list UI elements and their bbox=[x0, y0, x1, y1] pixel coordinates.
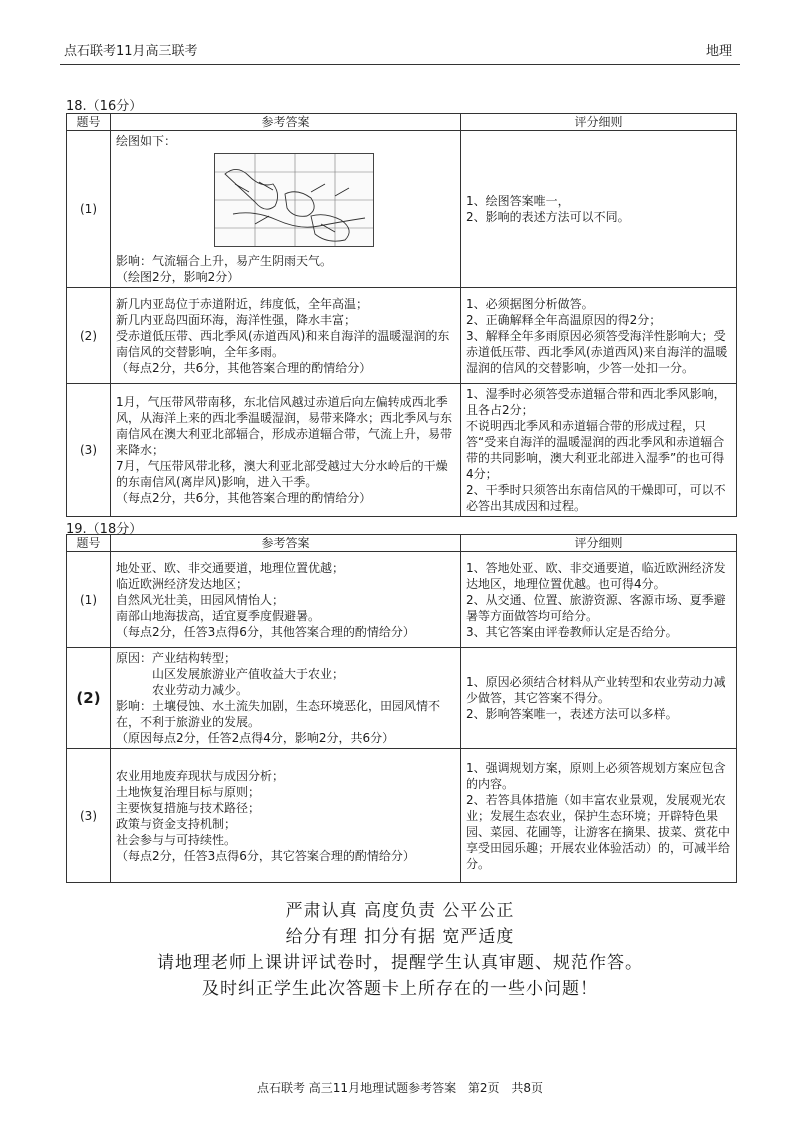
header-divider bbox=[60, 64, 740, 65]
q19-header-row bbox=[67, 535, 737, 552]
col-header-num: 题号 bbox=[67, 114, 111, 131]
q19-row-1-answer: 地处亚、欧、非交通要道，地理位置优越； 临近欧洲经济发达地区； 自然风光壮美，田园风情怡人； 南部山地海拔高，适宜夏季度假避暑。 （每点2分，任答3点得6分，其他答案合理的酌情给分） bbox=[111, 552, 461, 648]
q18-row-1-answer-text: 影响：气流辐合上升，易产生阴雨天气。 （绘图2分，影响2分） bbox=[116, 254, 333, 284]
map-sketch bbox=[215, 154, 373, 246]
col-header-grading: 评分细则 bbox=[461, 535, 737, 552]
q19-row-2-grading: 1、原因必须结合材料从产业转型和农业劳动力减少做答，其它答案不得分。 2、影响答案唯一，表述方法可以多样。 bbox=[461, 648, 737, 749]
q19-row-1-num: (1) bbox=[67, 552, 111, 648]
col-header-num: 题号 bbox=[67, 535, 111, 552]
closing-motto-2: 给分有理 扣分有据 宽严适度 bbox=[285, 927, 515, 947]
q18-table bbox=[66, 113, 737, 517]
q18-row-2-grading: 1、必须据图分析做答。 2、正确解释全年高温原因的得2分； 3、解释全年多雨原因必须答受海洋性影响大；受赤道低压带、西北季风(赤道西风)来自海洋的温暖湿润的信风的交替影响，少答一处扣一分。 bbox=[461, 288, 737, 384]
q18-row-3 bbox=[67, 384, 737, 517]
q19-row-3-answer: 农业用地废弃现状与成因分析； 土地恢复治理目标与原则； 主要恢复措施与技术路径； 政策与资金支持机制； 社会参与与可持续性。 （每点2分，任答3点得6分，其它答案合理的酌情给分） bbox=[111, 749, 461, 883]
q18-row-3-answer: 1月，气压带风带南移，东北信风越过赤道后向左偏转成西北季风，从海洋上来的西北季温暖湿润，易带来降水；西北季风与东南信风在澳大利亚北部辐合，形成赤道辐合带，气流上升，易带来降水； 7月，气压带风带北移，澳大利亚北部受越过大分水岭后的干燥的东南信风(离岸风)影响，进入干季。 （每点2分，共6分，其他答案合理的酌情给分） bbox=[111, 384, 461, 517]
q19-row-3 bbox=[67, 749, 737, 883]
q18-row-1 bbox=[67, 131, 737, 288]
header-subject: 地理 bbox=[705, 44, 732, 59]
q19-row-1-grading: 1、答地处亚、欧、非交通要道，临近欧洲经济发达地区，地理位置优越。也可得4分。 2、从交通、位置、旅游资源、客源市场、夏季避暑等方面做答均可给分。 3、其它答案由评卷教师认定是否给分。 bbox=[461, 552, 737, 648]
q18-row-2 bbox=[67, 288, 737, 384]
q19-label: 19.（18分） bbox=[66, 522, 143, 537]
q18-row-2-answer: 新几内亚岛位于赤道附近，纬度低，全年高温； 新几内亚岛四面环海，海洋性强，降水丰富； 受赤道低压带、西北季风(赤道西风)和来自海洋的温暖湿润的东南信风的交替影响，全年多雨。 （每点2分，共6分，其他答案合理的酌情给分） bbox=[111, 288, 461, 384]
footer-title: 点石联考 高三11月地理试题参考答案 bbox=[256, 1081, 457, 1095]
q19-row-3-num: (3) bbox=[67, 749, 111, 883]
q18-row-1-answer bbox=[111, 131, 461, 288]
page-footer bbox=[0, 1079, 800, 1096]
header-exam-name: 点石联考11月高三联考 bbox=[64, 44, 198, 59]
q18-label: 18.（16分） bbox=[66, 99, 143, 114]
q18-row-3-grading: 1、湿季时必须答受赤道辐合带和西北季风影响，且各占2分； 不说明西北季风和赤道辐合带的形成过程，只答“受来自海洋的温暖湿润的西北季风和赤道辐合带的共同影响，澳大利亚北部进入湿季”的也可得4分； 2、干季时只须答出东南信风的干燥即可，可以不必答出其成因和过程。 bbox=[461, 384, 737, 517]
closing-motto-1: 严肃认真 高度负责 公平公正 bbox=[285, 901, 515, 921]
q18-row-3-num: (3) bbox=[67, 384, 111, 517]
q19-row-3-grading: 1、强调规划方案，原则上必须答规划方案应包含的内容。 2、若答具体措施（如丰富农业景观，发展观光农业；发展生态农业，保护生态环境；开辟特色果园、菜园、花圃等，让游客在摘果、拔菜、赏花中享受田园乐趣；开展农业体验活动）的，可减半给分。 bbox=[461, 749, 737, 883]
q18-row-1-num: (1) bbox=[67, 131, 111, 288]
q18-row-1-answer-intro: 绘图如下： bbox=[116, 134, 177, 148]
col-header-answer: 参考答案 bbox=[111, 114, 461, 131]
climate-map-figure bbox=[214, 153, 374, 247]
col-header-grading: 评分细则 bbox=[461, 114, 737, 131]
q19-row-1 bbox=[67, 552, 737, 648]
q19-row-2-num: (2) bbox=[67, 648, 111, 749]
q19-row-2-answer: 原因：产业结构转型； 山区发展旅游业产值收益大于农业； 农业劳动力减少。 影响：土壤侵蚀、水土流失加剧，生态环境恶化，田园风情不在，不利于旅游业的发展。 （原因每点2分，任答2点得4分，影响2分，共6分） bbox=[111, 648, 461, 749]
col-header-answer: 参考答案 bbox=[111, 535, 461, 552]
footer-total: 共8页 bbox=[511, 1081, 544, 1095]
closing-reminder-2: 及时纠正学生此次答题卡上所存在的一些小问题！ bbox=[202, 979, 598, 999]
q19-table bbox=[66, 534, 737, 883]
q18-row-1-grading: 1、绘图答案唯一， 2、影响的表述方法可以不同。 bbox=[461, 131, 737, 288]
q18-row-2-num: (2) bbox=[67, 288, 111, 384]
footer-page: 第2页 bbox=[467, 1081, 500, 1095]
closing-reminder-1: 请地理老师上课讲评试卷时，提醒学生认真审题、规范作答。 bbox=[157, 953, 643, 973]
q18-header-row bbox=[67, 114, 737, 131]
q19-row-2 bbox=[67, 648, 737, 749]
